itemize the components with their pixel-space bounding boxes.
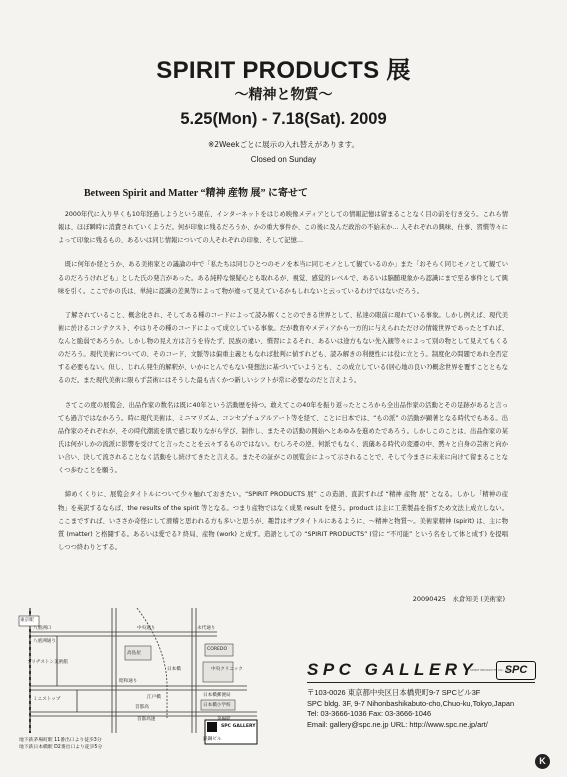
map-label: 中央クリニック: [211, 667, 243, 672]
map-label: COREDO: [207, 647, 228, 652]
access-directions: [19, 737, 102, 751]
essay-body: [58, 208, 508, 565]
rotation-note: ※2Weekごとに展示の入れ替えがあります。: [207, 140, 359, 149]
map-label: 日本橋: [167, 667, 181, 672]
essay-paragraph: 既に何年か経とうか、ある美術家との議論の中で「私たちは同じひとつのモノを本当に同じモノとして観ているのか」また「おそらく同じモノとして観ているのだろうけれども」とした氏の発言があった。ある純粋な懐疑心とも取れるが、視覚、感覚的レベルで、あるいは脳髄現象から認識にまで至る事件として興味を引く。ここでかの氏は、単純に認識の差異等によって物が違って見えているかもしれないと云っているわけではないだろう。: [58, 261, 508, 295]
essay-paragraph: 締めくくりに、展覧会タイトルについて少々触れておきたい。“SPIRIT PRODUCTS 展” この造語、直訳すれば “精神 産物 展” となる。しかし「精神の産物」を英訳するならば、the results of the spirit 等となる。つまり産物ではなく成果 result を使う。product は主に工業製品を指すため文法上成立しない。ここまですれば、いささか奇怪にして滑稽と思われる方も多いと思うが、趣旨はサブタイトルにあるように、～精神と物質～。美術家精神 (spirit) は、主に物質 (matter) と格闘する。あるいは愛でる? 終局、産物 (work) と成す。造語としての “SPIRIT PRODUCTS” (常に “不可能” という名をして体と成す) を提唱しつつ終わりとする。: [58, 491, 508, 551]
company-info: [307, 688, 514, 730]
company-name-small: SPIRIT PRODUCTS CO., LTD.: [470, 668, 512, 672]
map-label: 江戸橋: [147, 695, 161, 700]
map-label: ブリヂストン美術館: [27, 660, 68, 665]
map-gallery-label: SPC GALLERY: [221, 724, 256, 729]
access-map: [17, 608, 271, 758]
map-label: 高島屋: [127, 651, 141, 656]
access-line: 地下鉄日本橋駅 D2番出口より徒歩5分: [19, 745, 103, 750]
map-label: 八重洲口: [33, 626, 52, 631]
map-label: 茅場町: [217, 717, 231, 722]
phone-fax: Tel: 03-3666-1036 Fax: 03-3666-1046: [307, 709, 432, 719]
access-line: 地下鉄茅場町駅 11番出口より徒歩3分: [19, 738, 102, 743]
map-label: 首都高: [135, 705, 149, 710]
page-badge: K: [535, 754, 550, 769]
email-url[interactable]: Email: gallery@spc.ne.jp URL: http://www.spc.ne.jp/art/: [307, 719, 488, 729]
spc-logo-mark: SPC: [496, 661, 536, 680]
essay-title: Between Spirit and Matter “精神 産物 展” に寄せて: [84, 188, 308, 199]
essay-signature: 20090425 永倉知美 (美術家): [412, 595, 505, 603]
exhibition-dates: 5.25(Mon) - 7.18(Sat). 2009: [180, 110, 387, 128]
map-label: 昭和通り: [119, 679, 138, 684]
map-label: 東京駅: [20, 618, 34, 623]
map-label: 中央通り: [137, 626, 156, 631]
map-label: 日本橋郵便局: [203, 693, 231, 698]
map-label: 鉄鋼ビル: [203, 737, 222, 742]
logo-divider: [307, 682, 535, 683]
gallery-logo: SPC GALLERY: [307, 660, 478, 679]
map-label: ミニストップ: [33, 697, 61, 702]
essay-paragraph: 2000年代に入り早くも10年経過しようという現在、インターネットをはじめ映像メディアとしての情報記憶は留まることなく目の前を行き交う。これら情報は、ほぼ瞬時に消費されていくようだ。何が印象に残るだろうか、かの重大事件か、この後に及んだ政治の不始末か… 人それぞれの興味、仕事、習慣等々によって印象に残るもの、あるいは同じ情報についての人それぞれの印象、そして記憶…: [58, 211, 508, 245]
map-label: 永代通り: [197, 626, 216, 631]
map-label: 首都高速: [137, 717, 156, 722]
address-en: SPC bldg. 3F, 9-7 Nihonbashikabuto-cho,Chuo-ku,Tokyo,Japan: [307, 698, 515, 708]
map-label: 日本橋小学校: [203, 703, 231, 708]
closed-note: Closed on Sunday: [250, 155, 317, 164]
map-label: 八重洲通り: [33, 639, 56, 644]
exhibition-title: SPIRIT PRODUCTS 展: [156, 57, 411, 84]
address-ja: 〒103-0026 東京都中央区日本橋兜町9-7 SPCビル3F: [307, 688, 481, 697]
essay-paragraph: 了解されていること、概念化され、そしてある種のコードによって読み解くことのできる世界として、私達の眼前に現れている事象。しかし例えば、現代美術に於けるコンテクスト、やはりその種のコードによって成立している事象。だが教育やメディアから一方的に与えられただけの情報世界であったとすれば、なんと脆弱であろうか。しかし物の見え方は言うを待たず、民族の違い、慣習によるそれ、あるいは途方もない先入観等々によって別の物として見えてもくるのだろう。現代美術についての、そのコード、文脈等は偏重主義ともなれば批判に値すれども、読み解きの利便性には役に立とう。制度化の問題であれ全否定する必要もない。但し、じれん発生的解釈が、いかにとんでもない発想法に基づいていようとも、この成立している(居心地の良い?)概念世界を覆すことともなるのだ。また現代美術に限らず芸術にはそうした最も古くかつ新しいシフトが常に必要なのだと言えよう。: [58, 311, 508, 385]
essay-paragraph: さてこの度の展覧会、出品作家の数名は既に40年という活動歴を持つ。敢えてこの40年を振り返ったところから全出品作家の活動とその足跡があると言っても過言ではなかろう。時に現代美術は、ミニマリズム、コンセプチュアルアート等を経て、ことに日本では、“もの派” の活動が顕著となる時代でもある。出品作家のそれぞれが、その時代潮流を肌で感じ取りながら学び、制作し、またその活動の開始へとあゆみを進めたであろう。しかしこのことは、出品作家の某氏は何がしかの流派に影響を受けてと言ったことを云々するものではない。むしろその逆、何派でもなく、流儀ある時代の変遷の中、黙々と自身の芸術と向かい合い、決して流されることなく活動をし続けてきたと言える。またその証がこの展覧会によって示されることで、そして今まさに未来に向けて留まることなくつ歩むことを願う。: [58, 401, 508, 475]
exhibition-subtitle: ～精神と物質～: [234, 87, 333, 103]
